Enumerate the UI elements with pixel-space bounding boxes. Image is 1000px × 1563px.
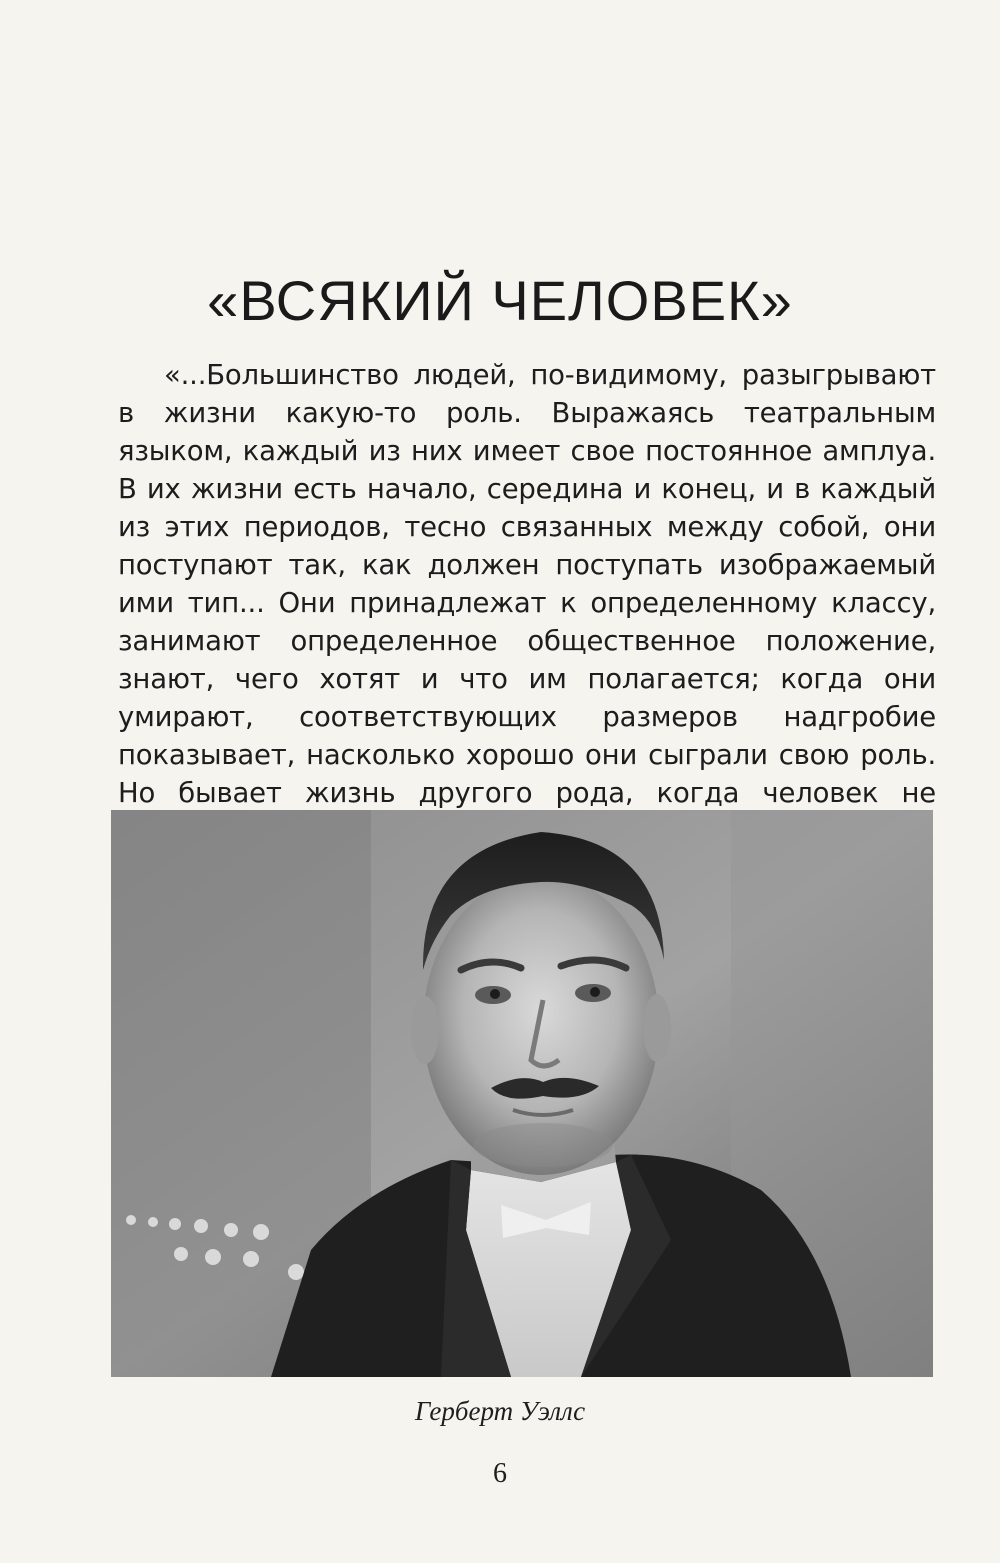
- page-number: 6: [493, 1458, 507, 1489]
- body-paragraph: «...Большинство людей, по-видимому, разыгрывают в жизни какую-то роль. Выражаясь театральным языком, каждый из них имеет свое постоянное амплуа. В их жизни есть начало, середина и конец, и в каждый из этих периодов, тесно связанных между собой, они поступают так, как должен поступать изображаемый ими тип... Они принадлежат к определенному классу, занимают определенное общественное положение, знают, чего хотят и что им полагается; когда они умирают, соответствующих размеров надгробие показывает, насколько хорошо они сыграли свою роль. Но бывает жизнь другого рода, когда человек не: [118, 359, 936, 809]
- chapter-title: «ВСЯКИЙ ЧЕЛОВЕК»: [207, 269, 793, 332]
- photo-caption: Герберт Уэллс: [414, 1396, 586, 1426]
- portrait-photo: [111, 810, 933, 1377]
